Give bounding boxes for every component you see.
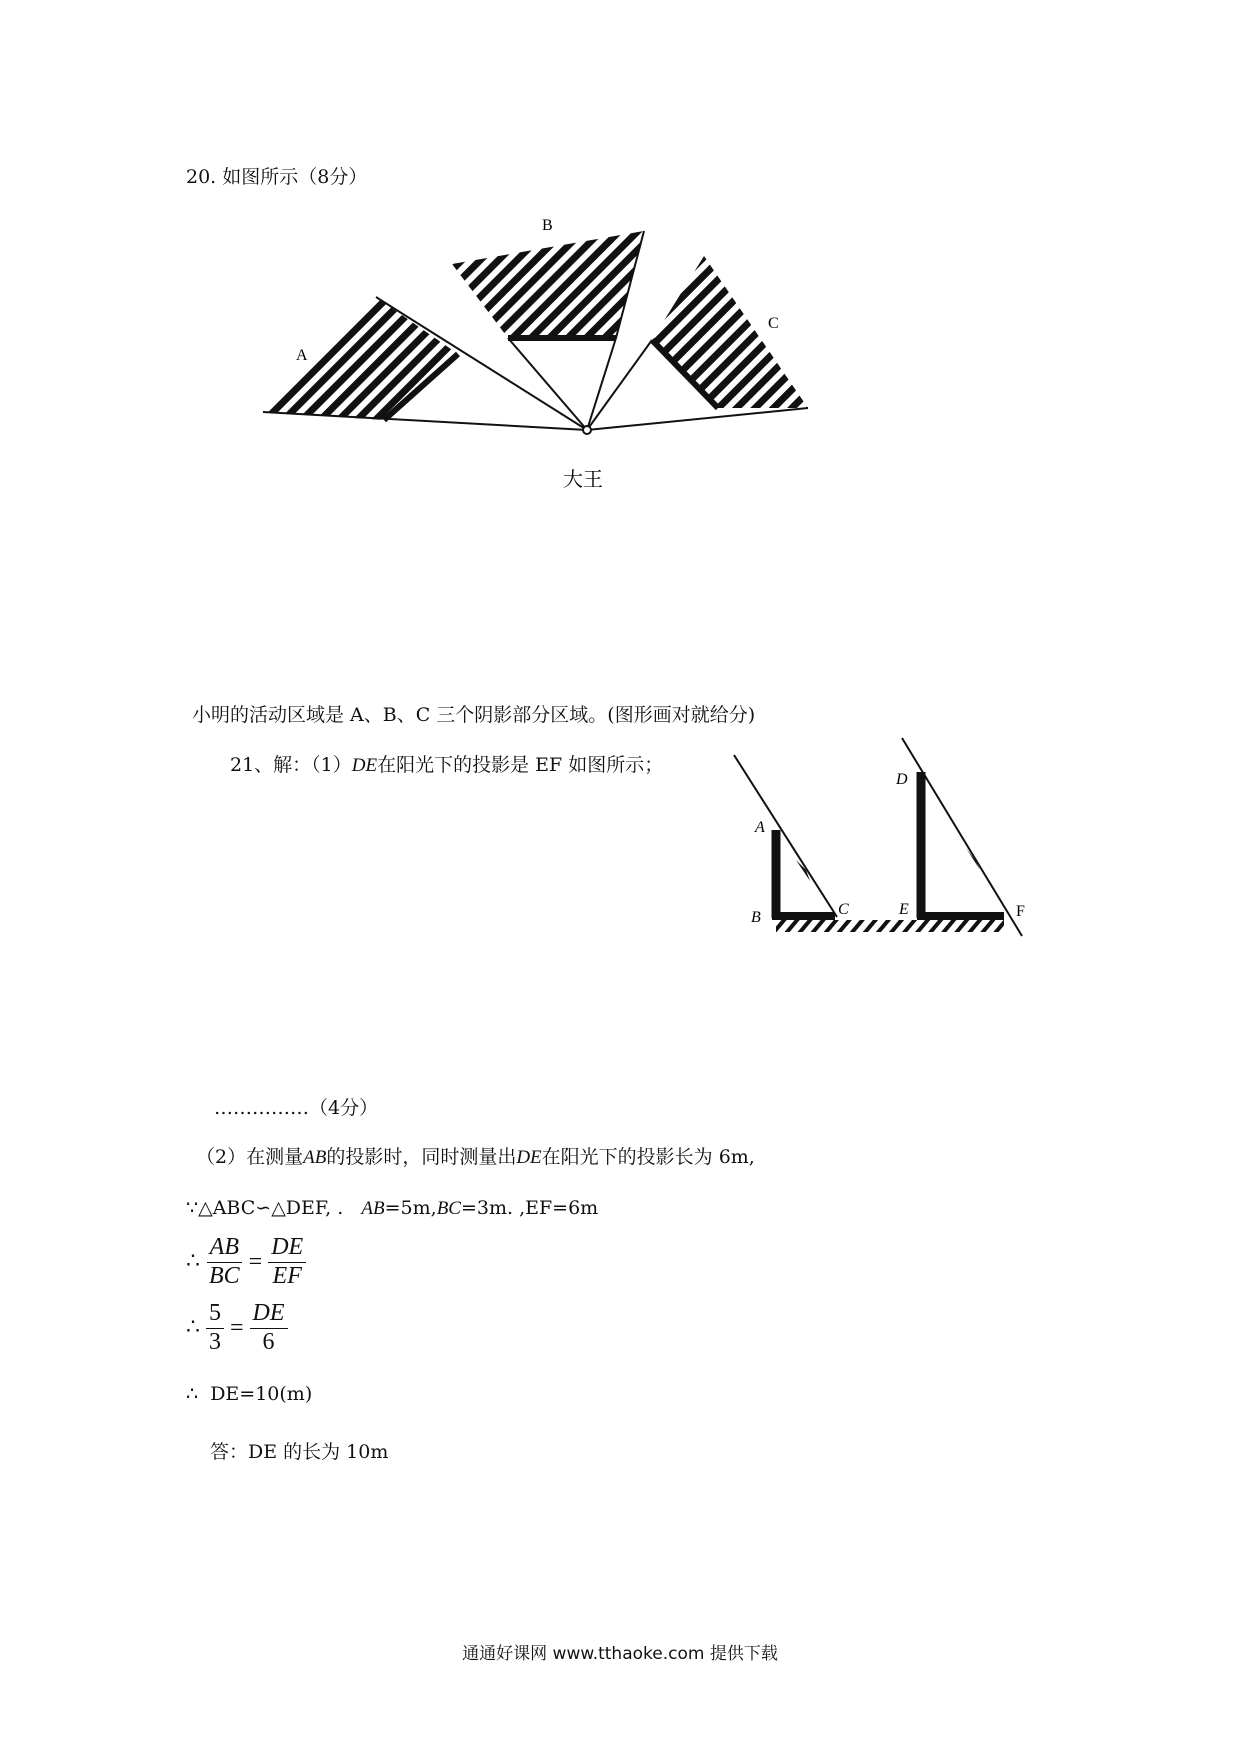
sun-ray-1 bbox=[734, 755, 837, 917]
q21-figure bbox=[734, 738, 1025, 936]
ab-value: =5m, bbox=[384, 1197, 437, 1219]
numerator: DE bbox=[250, 1300, 288, 1329]
q21-part2-rest: 在阳光下的投影长为 6m, bbox=[541, 1146, 755, 1168]
denominator: 6 bbox=[262, 1328, 275, 1355]
because-symbol: ∵ bbox=[186, 1197, 199, 1219]
result-text: DE=10(m) bbox=[210, 1383, 313, 1405]
numerator: AB bbox=[207, 1234, 242, 1263]
numerator: DE bbox=[268, 1234, 306, 1263]
denominator: EF bbox=[272, 1262, 302, 1289]
denominator: BC bbox=[209, 1262, 240, 1289]
label-c: C bbox=[768, 315, 779, 332]
q21-result bbox=[186, 1383, 312, 1406]
q21-eq2 bbox=[186, 1300, 290, 1356]
label-b: B bbox=[542, 217, 553, 234]
q21-part2-mid: 的投影时，同时测量出 bbox=[326, 1146, 517, 1168]
therefore-symbol: ∴ bbox=[186, 1314, 200, 1340]
bc-var: BC bbox=[436, 1198, 461, 1219]
fraction-ab-bc bbox=[206, 1234, 243, 1290]
observer-point bbox=[583, 426, 591, 434]
fraction-de-ef bbox=[268, 1234, 306, 1290]
q21-part1-prefix: 21、解：（1） bbox=[230, 754, 352, 776]
q20-answer: 小明的活动区域是 A、B、C 三个阴影部分区域。(图形画对就给分) bbox=[192, 704, 756, 726]
q21-part2-var2: DE bbox=[516, 1147, 542, 1168]
q21-part2-prefix: （2）在测量 bbox=[196, 1146, 304, 1168]
q20-heading: 20. 如图所示（8分） bbox=[186, 166, 368, 188]
q21-final-answer: 答：DE 的长为 10m bbox=[210, 1441, 389, 1463]
shaded-region-c bbox=[652, 256, 808, 408]
q21-part2-var1: AB bbox=[303, 1147, 327, 1168]
therefore-symbol: ∴ bbox=[186, 1248, 200, 1274]
q21-part1-var: DE bbox=[351, 755, 378, 776]
fraction-de-6 bbox=[250, 1300, 288, 1356]
equals-sign: = bbox=[230, 1314, 244, 1341]
center-label: 大王 bbox=[563, 467, 603, 491]
ab-var: AB bbox=[361, 1198, 385, 1219]
denominator: 3 bbox=[209, 1328, 221, 1355]
q21-because bbox=[186, 1197, 598, 1221]
q21-score: ……………（4分） bbox=[214, 1097, 379, 1119]
label-F: F bbox=[1016, 903, 1025, 920]
therefore-symbol: ∴ bbox=[186, 1383, 199, 1405]
footer: 通通好课网 www.tthaoke.com 提供下载 bbox=[462, 1644, 778, 1664]
ground bbox=[776, 920, 1004, 932]
fraction-5-3 bbox=[206, 1300, 224, 1356]
ray-arrow-2 bbox=[966, 848, 980, 870]
equals-sign: = bbox=[248, 1248, 263, 1275]
bc-value: =3m. ,EF=6m bbox=[460, 1197, 599, 1219]
label-B: B bbox=[751, 909, 761, 926]
q21-part2 bbox=[196, 1146, 755, 1170]
shaded-region-b bbox=[452, 231, 644, 338]
shaded-region-a bbox=[263, 297, 458, 420]
numerator: 5 bbox=[206, 1300, 224, 1329]
label-a: A bbox=[296, 347, 308, 364]
similar-statement: △ABC∽△DEF, . bbox=[198, 1197, 344, 1219]
q21-part1-rest: 在阳光下的投影是 EF 如图所示； bbox=[377, 754, 664, 776]
q21-part1 bbox=[230, 754, 663, 778]
q21-eq1 bbox=[186, 1234, 308, 1290]
label-A: A bbox=[755, 819, 765, 836]
label-E: E bbox=[899, 901, 909, 918]
label-D: D bbox=[896, 771, 908, 788]
label-C: C bbox=[838, 901, 849, 918]
